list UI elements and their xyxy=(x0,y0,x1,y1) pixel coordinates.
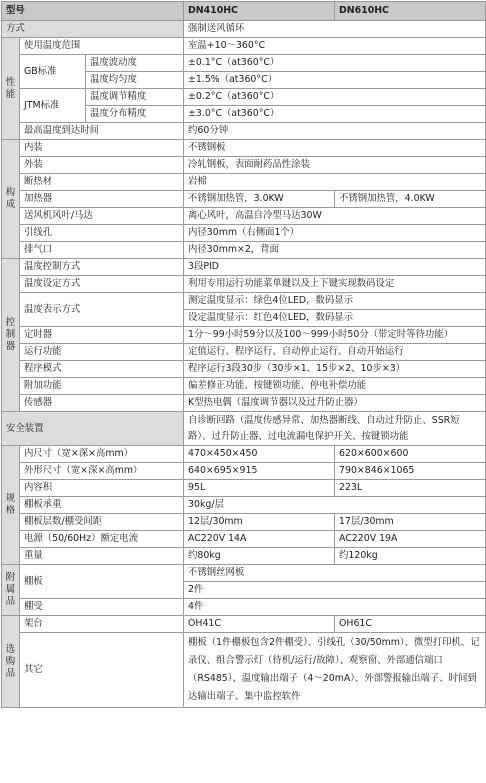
row-value: 3段PID xyxy=(184,259,486,276)
row-label: 架台 xyxy=(20,616,184,633)
table-row xyxy=(2,38,486,55)
row-value: K型热电偶（温度调节器以及过升防止器） xyxy=(184,395,486,412)
table-row xyxy=(2,531,486,548)
row-value: ±0.1°C（at360°C） xyxy=(184,55,486,72)
row-value-b: 223L xyxy=(335,480,486,497)
row-label: 加热器 xyxy=(20,191,184,208)
row-value-a: AC220V 14A xyxy=(184,531,335,548)
row-value-b: 620×600×600 xyxy=(335,446,486,463)
table-row xyxy=(2,514,486,531)
row-value: 1分～99小时59分以及100～999小时50分（带定时等待功能） xyxy=(184,327,486,344)
table-row xyxy=(2,140,486,157)
row-value-b: 约120kg xyxy=(335,548,486,565)
table-row xyxy=(2,208,486,225)
row-label: 定时器 xyxy=(20,327,184,344)
table-row xyxy=(2,497,486,514)
table-row xyxy=(2,395,486,412)
row-value: 4件 xyxy=(184,599,486,616)
table-row xyxy=(2,225,486,242)
row-value-b: OH61C xyxy=(335,616,486,633)
row-label: 温度设定方式 xyxy=(20,276,184,293)
row-label: 断热材 xyxy=(20,174,184,191)
row-value-a: 不锈钢加热管，3.0KW xyxy=(184,191,335,208)
model-b: DN610HC xyxy=(335,2,486,21)
category-construction: 构成 xyxy=(2,140,20,259)
row-label: 外形尺寸（宽×深×高mm） xyxy=(20,463,184,480)
row-label: 其它 xyxy=(20,633,184,708)
row-value: 不锈钢丝网板 xyxy=(184,565,486,582)
row-value: 利用专用运行功能菜单键以及上下键实现数码设定 xyxy=(184,276,486,293)
model-a: DN410HC xyxy=(184,2,335,21)
table-row xyxy=(2,242,486,259)
row-value: 偏差修正功能、按键锁功能、停电补偿功能 xyxy=(184,378,486,395)
table-row xyxy=(2,89,486,106)
table-row xyxy=(2,599,486,616)
table-row xyxy=(2,463,486,480)
row-label: 使用温度范围 xyxy=(20,38,184,55)
row-value-b: AC220V 19A xyxy=(335,531,486,548)
category-options: 选购品 xyxy=(2,616,20,708)
row-value: 岩棉 xyxy=(184,174,486,191)
row-value: 程序运行3段30步（30步×1、15步×2、10步×3） xyxy=(184,361,486,378)
row-value: 自诊断回路（温度传感异常、加热器断线、自动过升防止、SSR短路）、过升防止器、过电流漏电保护开关、按键锁功能 xyxy=(184,412,486,446)
row-value: 2件 xyxy=(184,582,486,599)
category-performance: 性能 xyxy=(2,38,20,140)
gb-standard-label: GB标准 xyxy=(20,55,86,89)
row-value-b: 790×846×1065 xyxy=(335,463,486,480)
row-value: 约60分钟 xyxy=(184,123,486,140)
row-label: 程序模式 xyxy=(20,361,184,378)
row-value: 内径30mm×2，背面 xyxy=(184,242,486,259)
row-label: 内容积 xyxy=(20,480,184,497)
row-label: 温度波动度 xyxy=(86,55,184,72)
table-row xyxy=(2,616,486,633)
row-label: 棚板层数/棚受间距 xyxy=(20,514,184,531)
row-label: 运行功能 xyxy=(20,344,184,361)
row-value-a: 12层/30mm xyxy=(184,514,335,531)
row-value: 强制送风循环 xyxy=(184,21,486,38)
row-value: 定值运行、程序运行、自动停止运行、自动开始运行 xyxy=(184,344,486,361)
table-row xyxy=(2,293,486,310)
row-value-a: 640×695×915 xyxy=(184,463,335,480)
row-value-a: 约80kg xyxy=(184,548,335,565)
row-label: 温度均匀度 xyxy=(86,72,184,89)
table-row xyxy=(2,259,486,276)
row-value-b: 17层/30mm xyxy=(335,514,486,531)
table-row xyxy=(2,157,486,174)
row-label: 传感器 xyxy=(20,395,184,412)
row-label: 电源（50/60Hz）额定电流 xyxy=(20,531,184,548)
category-safety: 安全装置 xyxy=(2,412,184,446)
row-label: 温度表示方式 xyxy=(20,293,184,327)
table-row xyxy=(2,276,486,293)
table-row xyxy=(2,55,486,72)
row-value: 设定温度显示：红色4位LED，数码显示 xyxy=(184,310,486,327)
table-header-row xyxy=(2,2,486,21)
row-value: 冷轧钢板，表面耐药品性涂装 xyxy=(184,157,486,174)
row-value: ±0.2°C（at360°C） xyxy=(184,89,486,106)
row-label: 送风机风叶/马达 xyxy=(20,208,184,225)
table-row xyxy=(2,21,486,38)
row-label: 温度控制方式 xyxy=(20,259,184,276)
table-row xyxy=(2,378,486,395)
row-value-b: 不锈钢加热管，4.0KW xyxy=(335,191,486,208)
row-label: 内尺寸（宽×深×高mm） xyxy=(20,446,184,463)
row-value: 30kg/层 xyxy=(184,497,486,514)
table-row xyxy=(2,480,486,497)
row-label: 温度调节精度 xyxy=(86,89,184,106)
row-label: 重量 xyxy=(20,548,184,565)
row-value: 离心风叶，高温自冷型马达30W xyxy=(184,208,486,225)
category-accessories: 附属品 xyxy=(2,565,20,616)
row-value-a: OH41C xyxy=(184,616,335,633)
table-row xyxy=(2,344,486,361)
table-row xyxy=(2,361,486,378)
jtm-standard-label: JTM标准 xyxy=(20,89,86,123)
table-row xyxy=(2,446,486,463)
row-value: 棚板（1件棚板包含2件棚受）、引线孔（30/50mm）、微型打印机、记录仪、组合警示灯（待机/运行/故障）、观察窗、外部通信端口（RS485）、温度输出端子（4～20mA）、外部警报输出端子、时间到达输出端子、集中监控软件 xyxy=(184,633,486,708)
row-label: 棚板承重 xyxy=(20,497,184,514)
table-row xyxy=(2,327,486,344)
row-label: 内装 xyxy=(20,140,184,157)
row-value: 不锈钢板 xyxy=(184,140,486,157)
row-label: 引线孔 xyxy=(20,225,184,242)
table-row xyxy=(2,633,486,708)
row-label: 附加功能 xyxy=(20,378,184,395)
table-row xyxy=(2,548,486,565)
row-label: 排气口 xyxy=(20,242,184,259)
row-value: 室温+10～360°C xyxy=(184,38,486,55)
table-row xyxy=(2,565,486,582)
row-label: 棚板 xyxy=(20,565,184,599)
table-row xyxy=(2,123,486,140)
category-specs: 规格 xyxy=(2,446,20,565)
row-label: 外装 xyxy=(20,157,184,174)
row-label: 最高温度到达时间 xyxy=(20,123,184,140)
row-label: 棚受 xyxy=(20,599,184,616)
row-value-a: 95L xyxy=(184,480,335,497)
row-value: ±1.5%（at360°C） xyxy=(184,72,486,89)
table-row xyxy=(2,412,486,446)
row-label: 温度分布精度 xyxy=(86,106,184,123)
table-row xyxy=(2,191,486,208)
category-control: 控制器 xyxy=(2,259,20,412)
row-label: 方式 xyxy=(2,21,184,38)
spec-table xyxy=(1,1,486,708)
row-value: 测定温度显示：绿色4位LED，数码显示 xyxy=(184,293,486,310)
model-label: 型号 xyxy=(2,2,184,21)
row-value-a: 470×450×450 xyxy=(184,446,335,463)
row-value: 内径30mm（右侧面1个） xyxy=(184,225,486,242)
table-row xyxy=(2,174,486,191)
row-value: ±3.0°C（at360°C） xyxy=(184,106,486,123)
